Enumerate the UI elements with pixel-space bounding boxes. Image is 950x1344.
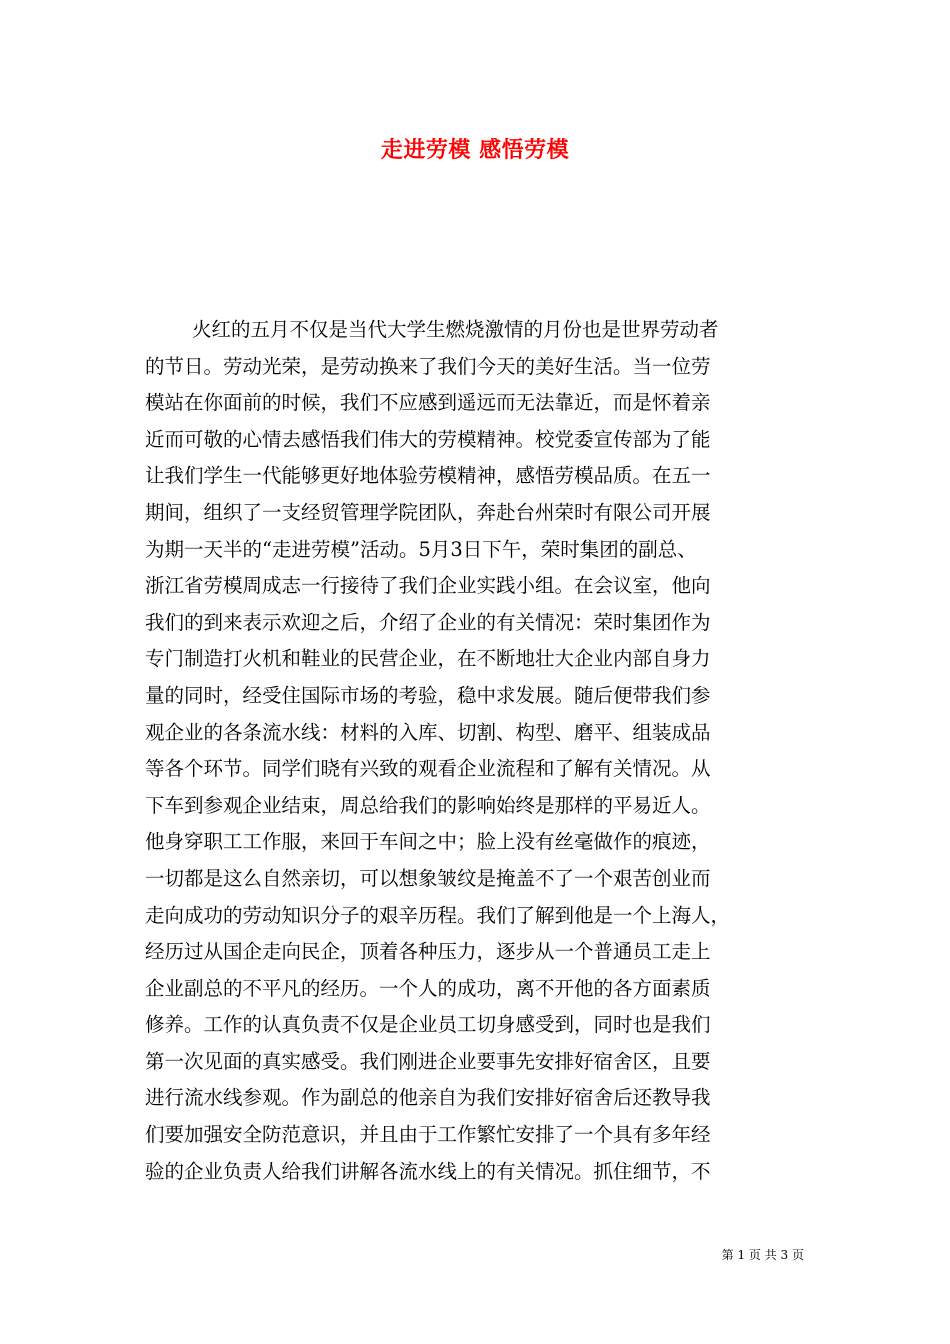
text-line: 近而可敬的心情去感悟我们伟大的劳模精神。校党委宣传部为了能	[145, 427, 711, 451]
text-line: 企业副总的不平凡的经历。一个人的成功，离不开他的各方面素质	[145, 976, 711, 1000]
text-line: 修养。工作的认真负责不仅是企业员工切身感受到，同时也是我们	[145, 1013, 711, 1037]
text-line: 专门制造打火机和鞋业的民营企业，在不断地壮大企业内部自身力	[145, 647, 711, 671]
text-line: 观企业的各条流水线：材料的入库、切割、构型、磨平、组装成品	[145, 720, 711, 744]
text-line: 第一次见面的真实感受。我们刚进企业要事先安排好宿舍区，且要	[145, 1049, 711, 1073]
text-line: 走向成功的劳动知识分子的艰辛历程。我们了解到他是一个上海人，	[145, 903, 731, 927]
text-line: 让我们学生一代能够更好地体验劳模精神，感悟劳模品质。在五一	[145, 464, 711, 488]
text-line: 经历过从国企走向民企，顶着各种压力，逐步从一个普通员工走上	[145, 940, 711, 964]
text-line: 火红的五月不仅是当代大学生燃烧激情的月份也是世界劳动者	[192, 318, 719, 341]
page-number: 第 1 页 共 3 页	[721, 1248, 804, 1262]
text-line: 的节日。劳动光荣，是劳动换来了我们今天的美好生活。当一位劳	[145, 354, 711, 378]
text-line: 模站在你面前的时候，我们不应感到遥远而无法靠近，而是怀着亲	[145, 391, 711, 415]
text-line: 验的企业负责人给我们讲解各流水线上的有关情况。抓住细节，不	[145, 1159, 711, 1183]
text-line: 们要加强安全防范意识，并且由于工作繁忙安排了一个具有多年经	[145, 1123, 711, 1147]
text-line: 为期一天半的“走进劳模”活动。5月3日下午，荣时集团的副总、	[145, 537, 697, 561]
text-line: 一切都是这么自然亲切，可以想象皱纹是掩盖不了一个艰苦创业而	[145, 866, 711, 890]
text-line: 我们的到来表示欢迎之后，介绍了企业的有关情况：荣时集团作为	[145, 610, 711, 634]
text-line: 下车到参观企业结束，周总给我们的影响始终是那样的平易近人。	[145, 793, 711, 817]
text-line: 量的同时，经受住国际市场的考验，稳中求发展。随后便带我们参	[145, 683, 711, 707]
body-paragraph	[145, 312, 825, 1190]
text-line: 浙江省劳模周成志一行接待了我们企业实践小组。在会议室，他向	[145, 574, 711, 598]
text-line: 进行流水线参观。作为副总的他亲自为我们安排好宿舍后还教导我	[145, 1086, 711, 1110]
text-line: 他身穿职工工作服，来回于车间之中；脸上没有丝毫做作的痕迹，	[145, 830, 711, 854]
text-line: 期间，组织了一支经贸管理学院团队，奔赴台州荣时有限公司开展	[145, 500, 711, 524]
document-title: 走进劳模 感悟劳模	[380, 137, 570, 163]
text-line: 等各个环节。同学们晓有兴致的观看企业流程和了解有关情况。从	[145, 757, 711, 781]
